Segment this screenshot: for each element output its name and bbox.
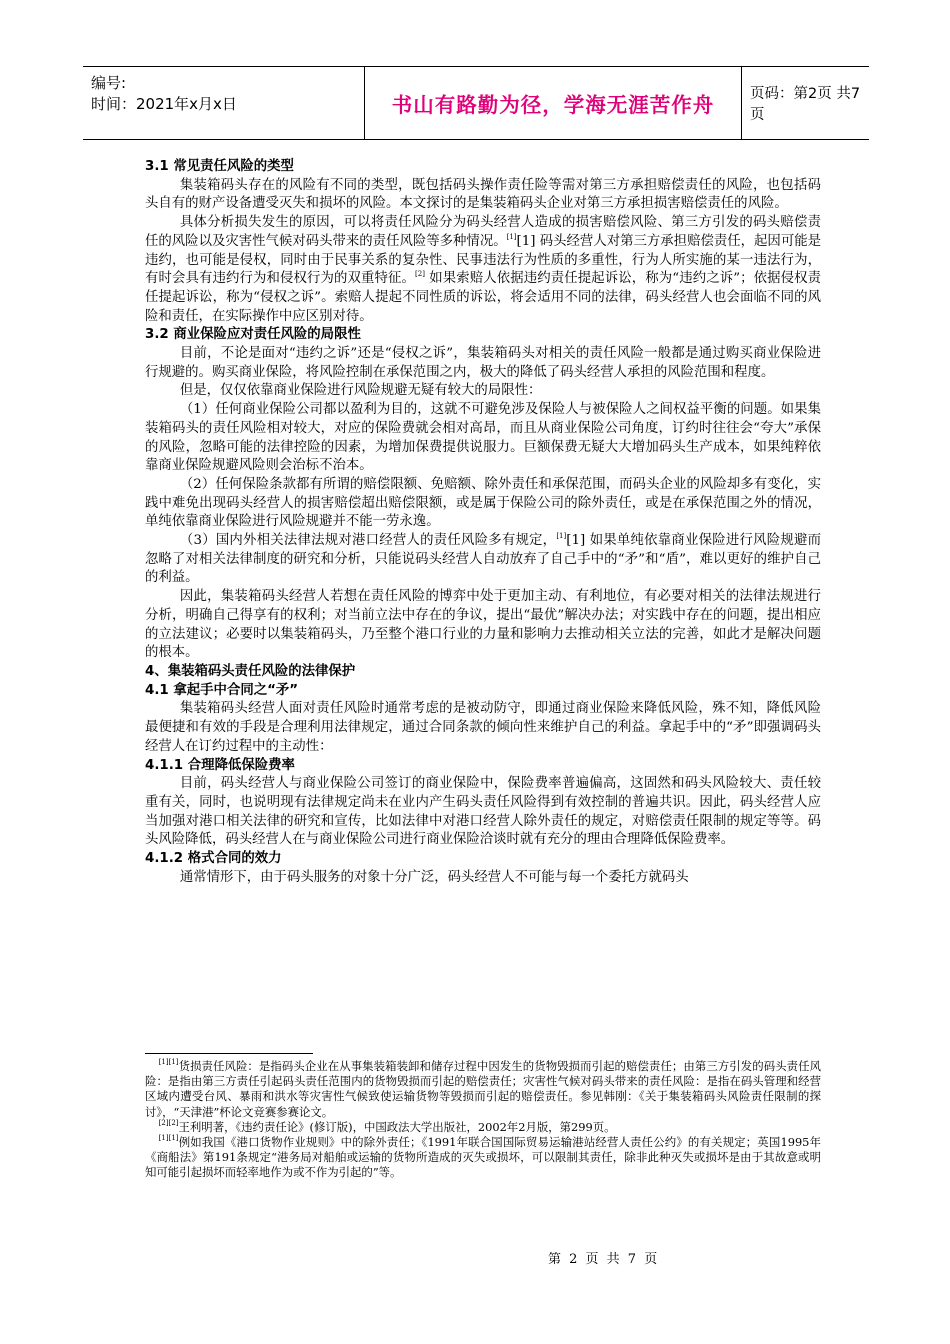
- header-left: [91, 73, 291, 115]
- document-body: [145, 158, 821, 887]
- footnote-text: 货损责任风险：是指码头企业在从事集装箱装卸和储存过程中因发生的货物毁损而引起的赔偿责任；由第三方引发的码头责任风险：是指由第三方责任引起码头责任范围内的货物毁损而引起的赔偿责任；灾害性气候对码头带来的责任风险：是指在码头管理和经营区域内遭受台风、暴雨和洪水等灾害性气候致使运输货物等毁损而引起的赔偿责任。参见韩刚：《关于集装箱码头风险责任限制的探讨》，“天津港”杯论文竞赛参赛论文。: [145, 1059, 821, 1119]
- paragraph-text: 集装箱码头存在的风险有不同的类型，既包括码头操作责任险等需对第三方承担赔偿责任的风险，也包括码头自有的财产设备遭受灭失和损坏的风险。本文探讨的是集装箱码头企业对第三方承担损害赔偿责任的风险。: [145, 177, 821, 212]
- footer-page-number: 第 2 页 共 7 页: [548, 1252, 660, 1267]
- paragraph-text: 目前，不论是面对“违约之诉”还是“侵权之诉”，集装箱码头对相关的责任风险一般都是通过购买商业保险进行规避的。购买商业保险，将风险控制在承保范围之内，极大的降低了码头经营人承担的风险范围和程度。: [145, 346, 821, 380]
- footnote-ref: [1]: [506, 232, 517, 241]
- paragraph-text: [1] 码头经营人对第三方承担赔偿责任，起因可能是违约，也可能是侵权，同时由于民事关系的复杂性、民事违法行为性质的多重性，行为人所实施的某一违法行为，有时会具有违约行为和侵权行为的双重特征。: [145, 233, 821, 287]
- page-header: [83, 66, 869, 140]
- paragraph-text: 具体分析损失发生的原因，可以将责任风险分为码头经营人造成的损害赔偿风险、第三方引发的码头赔偿责任的风险以及灾害性气候对码头带来的责任风险等多种情况。: [145, 215, 821, 249]
- body-paragraph: [145, 401, 821, 476]
- footnote: [145, 1120, 821, 1135]
- body-paragraph: [145, 700, 821, 756]
- paragraph-text: 但是，仅仅依靠商业保险进行风险规避无疑有较大的局限性：: [179, 383, 542, 399]
- header-motto: 书山有路勤为径，学海无涯苦作舟: [364, 67, 742, 139]
- paragraph-text: 因此，集装箱码头经营人若想在责任风险的博弈中处于更加主动、有利地位，有必要对相关的法律法规进行分析，明确自己得享有的权利；对当前立法中存在的争议，提出“最优”解决办法；对实践中存在的问题，提出相应的立法建议；必要时以集装箱码头，乃至整个港口行业的力量和影响力去推动相关立法的完善，如此才是解决问题的根本。: [145, 589, 821, 661]
- header-page-info: 页码：第2页 共7页: [750, 86, 861, 123]
- body-paragraph: [145, 177, 821, 214]
- paragraph-text: 通常情形下，由于码头服务的对象十分广泛，码头经营人不可能与每一个委托方就码头: [179, 869, 689, 885]
- paragraph-text: （3）国内外相关法律法规对港口经营人的责任风险多有规定，: [179, 533, 557, 549]
- body-paragraph: [145, 532, 821, 588]
- body-paragraph: [145, 345, 821, 382]
- section-heading: 4.1.1 合理降低保险费率: [145, 757, 295, 773]
- section-heading: 3.1 常见责任风险的类型: [145, 159, 294, 174]
- footnote: [145, 1059, 821, 1120]
- paragraph-text: [1] 如果单纯依靠商业保险进行风险规避而忽略了对相关法律制度的研究和分析，只能说码头经营人自动放弃了自己手中的“矛”和“盾”，难以更好的维护自己的利益。: [145, 533, 821, 586]
- body-paragraph: [145, 588, 821, 663]
- footnote-text: 王利明著，《违约责任论》(修订版)，中国政法大学出版社，2002年2月版，第299页。: [178, 1119, 616, 1134]
- section-heading: 4.1.2 格式合同的效力: [145, 851, 282, 867]
- footnote-mark: [2][2]: [158, 1118, 179, 1127]
- paragraph-text: 集装箱码头经营人面对责任风险时通常考虑的是被动防守，即通过商业保险来降低风险，殊不知，降低风险最便捷和有效的手段是合理利用法律规定，通过合同条款的倾向性来维护自己的利益。拿起手中的“矛”即强调码头经营人在订约过程中的主动性：: [145, 701, 821, 754]
- number-label: 编号:: [91, 74, 127, 92]
- body-paragraph: [145, 382, 821, 401]
- paragraph-text: 如果索赔人依据违约责任提起诉讼，称为“违约之诉”；依据侵权责任提起诉讼，称为“侵权之诉”。索赔人提起不同性质的诉讼，将会适用不同的法律，码头经营人也会面临不同的风险和责任，在实际操作中应区别对待。: [145, 271, 822, 324]
- section-heading: 4.1 拿起手中合同之“矛”: [145, 682, 299, 698]
- footnote-text: 例如我国《港口货物作业规则》中的除外责任；《1991年联合国国际贸易运输港站经营人责任公约》的有关规定；英国1995年《商船法》第191条规定“港务局对船舶或运输的货物所造成的灭失或损坏，可以限制其责任，除非此种灭失或损坏是由于其故意或明知可能引起损坏而轻率地作为或不作为引起的”等。: [145, 1135, 821, 1180]
- body-paragraph: [145, 214, 821, 326]
- section-heading: 3.2 商业保险应对责任风险的局限性: [145, 327, 361, 343]
- footnote: [145, 1135, 821, 1181]
- body-paragraph: [145, 775, 821, 850]
- footnote-mark: [1][1]: [158, 1058, 179, 1066]
- body-paragraph: [145, 869, 821, 888]
- paragraph-text: （1）任何商业保险公司都以盈利为目的，这就不可避免涉及保险人与被保险人之间权益平衡的问题。如果集装箱码头的责任风险相对较大，对应的保险费就会相对高昂，而且从商业保险公司角度，订约时往往会“夸大”承保的风险，忽略可能的法律控险的因素，为增加保费提供说服力。巨额保费无疑大大增加码头生产成本，如果纯粹依靠商业保险规避风险则会治标不治本。: [145, 402, 821, 474]
- footnote-ref: [2]: [415, 270, 425, 279]
- footnotes: [145, 1059, 821, 1181]
- paragraph-text: 目前，码头经营人与商业保险公司签订的商业保险中，保险费率普遍偏高，这固然和码头风险较大、责任较重有关，同时，也说明现有法律规定尚未在业内产生码头责任风险得到有效控制的普遍共识。因此，码头经营人应当加强对港口相关法律的研究和宣传，比如法律中对港口经营人除外责任的规定，对赔偿责任限制的规定等等。码头风险降低，码头经营人在与商业保险公司进行商业保险洽谈时就有充分的理由合理降低保险费率。: [145, 776, 821, 848]
- time-label: 时间：2021年x月x日: [91, 95, 237, 113]
- footnote-ref: [1]: [556, 532, 567, 541]
- body-paragraph: [145, 476, 821, 532]
- footnote-separator: [145, 1053, 313, 1054]
- paragraph-text: （2）任何保险条款都有所谓的赔偿限额、免赔额、除外责任和承保范围，而码头企业的风险却多有变化，实践中难免出现码头经营人的损害赔偿超出赔偿限额，或是属于保险公司的除外责任，或是在承保范围之外的情况，单纯依靠商业保险进行风险规避并不能一劳永逸。: [145, 476, 821, 530]
- section-heading: 4、集装箱码头责任风险的法律保护: [145, 663, 356, 679]
- footnote-mark: [1][1]: [158, 1134, 179, 1143]
